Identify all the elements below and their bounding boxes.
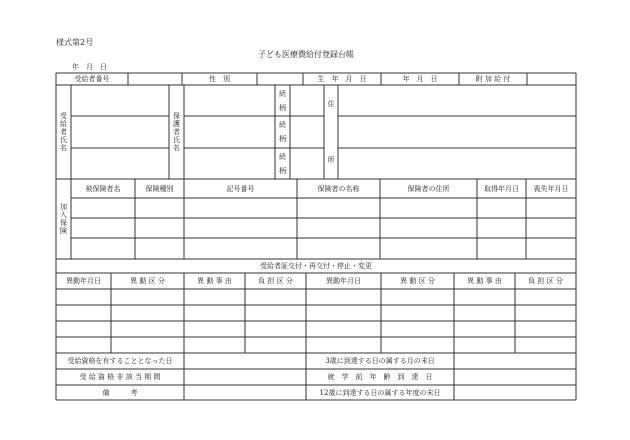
qualified-date-label: 受給資格を有することとなった日 [67, 357, 173, 365]
page-title: 子ども医療費給付登録台帳 [258, 50, 354, 59]
label-char: 名 [173, 144, 180, 152]
additional-benefit-label: 附 加 給 付 [475, 75, 511, 83]
change-category-header-2: 異 動 区 分 [400, 277, 435, 285]
recipient-name-label [56, 85, 71, 179]
label-char: 続 [279, 121, 286, 129]
remarks-label: 備 考 [102, 388, 138, 397]
relation-label-2 [275, 118, 290, 146]
symbol-number-header: 記号番号 [226, 184, 255, 193]
changes-section-title: 受給者証交付・再交付・停止・変更 [260, 262, 372, 270]
date-label: 年 月 日 [72, 63, 107, 71]
insurer-name-header: 保険者の名称 [317, 184, 360, 193]
label-char: 柄 [279, 104, 286, 112]
label-char: 給 [60, 120, 67, 128]
change-date-header-2: 異動年月日 [326, 277, 361, 285]
label-char: 険 [60, 227, 67, 235]
age3-end-label: 3歳に到達する日の属する月の末日 [325, 357, 435, 365]
age12-end-label: 12歳に到達する日の属する年度の末日 [319, 388, 441, 397]
insurance-side-label [56, 179, 71, 259]
label-char: 住 [327, 100, 335, 108]
change-reason-header-2: 異 動 事 由 [467, 277, 502, 285]
burden-category-header-1: 負 担 区 分 [258, 277, 293, 285]
burden-category-header-2: 負 担 区 分 [528, 277, 563, 285]
label-char: 氏 [173, 136, 180, 144]
guardian-name-label [169, 85, 184, 179]
insurance-type-header: 保険種別 [145, 184, 174, 193]
label-char: 続 [279, 90, 286, 98]
form-number: 様式第2号 [56, 38, 94, 47]
label-char: 護 [173, 120, 180, 128]
acquired-date-header: 取得年月日 [484, 184, 519, 193]
label-char: 柄 [279, 167, 286, 175]
label-char: 加 [60, 203, 67, 211]
change-reason-header-1: 異 動 事 由 [197, 277, 232, 285]
label-char: 入 [60, 211, 67, 219]
label-char: 保 [173, 112, 180, 120]
birth-date-label: 生 年 月 日 [317, 75, 367, 83]
relation-label-1 [275, 87, 290, 115]
preschool-age-label: 就 学 前 年 齢 到 達 日 [327, 373, 433, 381]
gender-label: 性 別 [209, 75, 230, 83]
label-char: 氏 [60, 136, 67, 144]
relation-label-3 [275, 150, 290, 178]
label-char: 者 [60, 128, 67, 136]
birth-date-value-label: 年 月 日 [402, 75, 438, 83]
change-category-header-1: 異 動 区 分 [130, 277, 165, 285]
label-char: 続 [279, 153, 286, 161]
label-char: 者 [173, 128, 180, 136]
label-char: 受 [60, 112, 67, 120]
change-date-header-1: 異動年月日 [66, 277, 101, 285]
label-char: 所 [327, 156, 335, 164]
non-qualified-period-label: 受 給 資 格 非 該 当 期 間 [79, 373, 161, 381]
address-label [324, 100, 338, 164]
recipient-number-label: 受給者番号 [74, 75, 110, 83]
label-char: 名 [60, 144, 67, 152]
label-char: 保 [60, 219, 67, 227]
label-char: 柄 [279, 135, 286, 143]
lost-date-header: 喪失年月日 [533, 184, 569, 193]
insurer-address-header: 保険者の住所 [407, 184, 450, 193]
insured-name-header: 被保険者名 [85, 184, 121, 193]
